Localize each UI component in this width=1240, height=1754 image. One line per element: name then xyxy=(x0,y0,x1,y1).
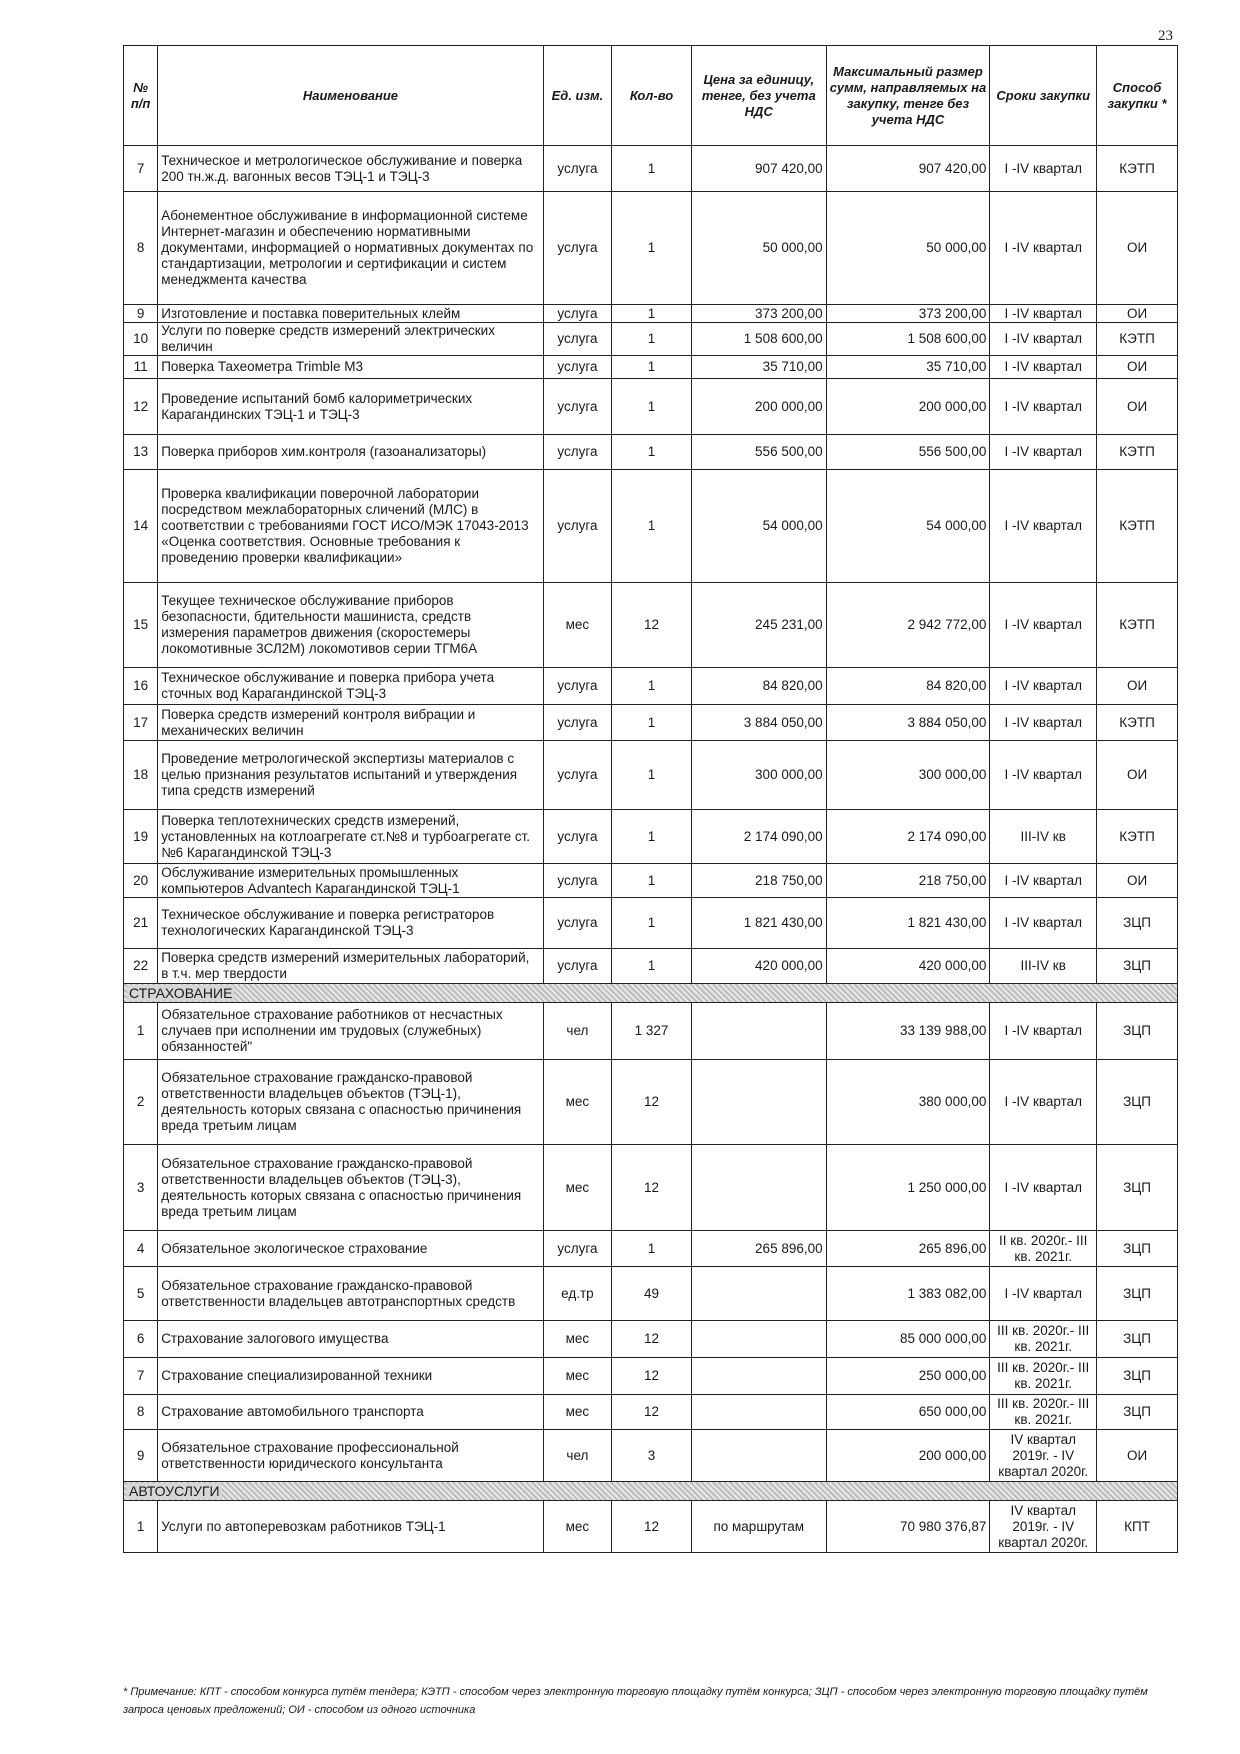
row-method: ОИ xyxy=(1097,379,1178,435)
row-period: I -IV квартал xyxy=(990,146,1097,192)
row-price xyxy=(691,1003,826,1060)
row-period: I -IV квартал xyxy=(990,1267,1097,1321)
row-name: Обязательное страхование профессиональной ответственности юридического консультанта xyxy=(158,1430,544,1482)
section-row-insurance xyxy=(124,984,1178,1003)
row-price xyxy=(691,1321,826,1358)
row-max-sum: 218 750,00 xyxy=(826,864,990,898)
row-name: Текущее техническое обслуживание приборов безопасности, бдительности машиниста, средств измерения параметров движения (скоростемеры локомотивные 3СЛ2М) локомотивов серии ТГМ6А xyxy=(158,583,544,668)
row-qty: 12 xyxy=(612,1060,692,1145)
row-method: ЗЦП xyxy=(1097,1231,1178,1267)
row-method: ЗЦП xyxy=(1097,1145,1178,1231)
row-price xyxy=(691,1395,826,1430)
row-name: Техническое и метрологическое обслуживание и поверка 200 тн.ж.д. вагонных весов ТЭЦ-1 и ТЭЦ-3 xyxy=(158,146,544,192)
row-number: 3 xyxy=(124,1145,158,1231)
table-row xyxy=(124,705,1178,741)
row-period: IV квартал 2019г. - IV квартал 2020г. xyxy=(990,1501,1097,1553)
row-method: ОИ xyxy=(1097,1430,1178,1482)
row-number: 1 xyxy=(124,1003,158,1060)
row-period: I -IV квартал xyxy=(990,356,1097,379)
table-row xyxy=(124,1501,1178,1553)
row-price xyxy=(691,1430,826,1482)
row-method: ЗЦП xyxy=(1097,1395,1178,1430)
row-period: I -IV квартал xyxy=(990,705,1097,741)
row-name: Техническое обслуживание и поверка регистраторов технологических Карагандинской ТЭЦ-3 xyxy=(158,898,544,949)
table-header-row xyxy=(124,46,1178,146)
row-name: Страхование залогового имущества xyxy=(158,1321,544,1358)
row-name: Поверка средств измерений измерительных лабораторий, в т.ч. мер твердости xyxy=(158,949,544,984)
row-price: 50 000,00 xyxy=(691,192,826,305)
table-row xyxy=(124,741,1178,810)
row-name: Поверка средств измерений контроля вибрации и механических величин xyxy=(158,705,544,741)
row-name: Поверка теплотехнических средств измерений, установленных на котлоагрегате ст.№8 и турбоагрегате ст.№6 Карагандинской ТЭЦ-3 xyxy=(158,810,544,864)
row-name: Услуги по поверке средств измерений электрических величин xyxy=(158,323,544,356)
row-unit: услуга xyxy=(543,898,611,949)
row-method: КЭТП xyxy=(1097,705,1178,741)
row-method: КЭТП xyxy=(1097,470,1178,583)
row-unit: услуга xyxy=(543,305,611,323)
table-row xyxy=(124,668,1178,705)
row-max-sum: 373 200,00 xyxy=(826,305,990,323)
row-price: 200 000,00 xyxy=(691,379,826,435)
row-number: 20 xyxy=(124,864,158,898)
row-qty: 1 xyxy=(612,323,692,356)
row-qty: 1 xyxy=(612,470,692,583)
row-unit: услуга xyxy=(543,379,611,435)
row-period: I -IV квартал xyxy=(990,1003,1097,1060)
row-max-sum: 907 420,00 xyxy=(826,146,990,192)
row-method: ОИ xyxy=(1097,668,1178,705)
row-number: 4 xyxy=(124,1231,158,1267)
row-unit: мес xyxy=(543,1321,611,1358)
row-max-sum: 35 710,00 xyxy=(826,356,990,379)
row-max-sum: 2 174 090,00 xyxy=(826,810,990,864)
row-unit: услуга xyxy=(543,356,611,379)
table-row xyxy=(124,192,1178,305)
row-qty: 1 xyxy=(612,146,692,192)
table-row xyxy=(124,470,1178,583)
section-title-auto: АВТОУСЛУГИ xyxy=(129,1483,220,1499)
row-price: 373 200,00 xyxy=(691,305,826,323)
table-row xyxy=(124,1358,1178,1395)
row-name: Услуги по автоперевозкам работников ТЭЦ-1 xyxy=(158,1501,544,1553)
row-name: Обязательное экологическое страхование xyxy=(158,1231,544,1267)
row-price xyxy=(691,1358,826,1395)
row-number: 18 xyxy=(124,741,158,810)
row-qty: 12 xyxy=(612,1145,692,1231)
header-price: Цена за единицу, тенге, без учета НДС xyxy=(691,46,826,146)
row-name: Проведение метрологической экспертизы материалов с целью признания результатов испытаний и утверждения типа средств измерений xyxy=(158,741,544,810)
row-unit: услуга xyxy=(543,810,611,864)
header-method: Способ закупки * xyxy=(1097,46,1178,146)
row-period: IV квартал 2019г. - IV квартал 2020г. xyxy=(990,1430,1097,1482)
row-max-sum: 200 000,00 xyxy=(826,1430,990,1482)
row-number: 7 xyxy=(124,1358,158,1395)
row-qty: 1 xyxy=(612,898,692,949)
row-unit: мес xyxy=(543,1395,611,1430)
row-name: Изготовление и поставка поверительных клейм xyxy=(158,305,544,323)
header-max-sum: Максимальный размер сумм, направляемых на закупку, тенге без учета НДС xyxy=(826,46,990,146)
row-max-sum: 84 820,00 xyxy=(826,668,990,705)
row-name: Обслуживание измерительных промышленных компьютеров Advantech Карагандинской ТЭЦ-1 xyxy=(158,864,544,898)
row-period: I -IV квартал xyxy=(990,470,1097,583)
row-name: Поверка Тахеометра Trimble M3 xyxy=(158,356,544,379)
row-method: ЗЦП xyxy=(1097,1321,1178,1358)
table-row xyxy=(124,1395,1178,1430)
row-method: КЭТП xyxy=(1097,146,1178,192)
row-number: 5 xyxy=(124,1267,158,1321)
row-unit: чел xyxy=(543,1003,611,1060)
row-price: 1 508 600,00 xyxy=(691,323,826,356)
row-max-sum: 1 821 430,00 xyxy=(826,898,990,949)
row-name: Техническое обслуживание и поверка прибора учета сточных вод Карагандинской ТЭЦ-3 xyxy=(158,668,544,705)
row-price: 54 000,00 xyxy=(691,470,826,583)
table-row xyxy=(124,1267,1178,1321)
row-number: 1 xyxy=(124,1501,158,1553)
row-period: III-IV кв xyxy=(990,949,1097,984)
header-period: Сроки закупки xyxy=(990,46,1097,146)
row-qty: 1 xyxy=(612,1231,692,1267)
row-period: I -IV квартал xyxy=(990,668,1097,705)
row-price: по маршрутам xyxy=(691,1501,826,1553)
table-row xyxy=(124,323,1178,356)
table-row xyxy=(124,1060,1178,1145)
row-period: I -IV квартал xyxy=(990,435,1097,470)
auto-rows xyxy=(124,1501,1178,1553)
row-period: I -IV квартал xyxy=(990,741,1097,810)
row-method: ЗЦП xyxy=(1097,1003,1178,1060)
row-max-sum: 650 000,00 xyxy=(826,1395,990,1430)
row-name: Поверка приборов хим.контроля (газоанализаторы) xyxy=(158,435,544,470)
row-max-sum: 33 139 988,00 xyxy=(826,1003,990,1060)
row-number: 8 xyxy=(124,192,158,305)
row-max-sum: 200 000,00 xyxy=(826,379,990,435)
row-name: Обязательное страхование гражданско-правовой ответственности владельцев объектов (ТЭЦ-1), деятельность которых связана с опасностью причинения вреда третьим лицам xyxy=(158,1060,544,1145)
table-row xyxy=(124,1003,1178,1060)
row-qty: 12 xyxy=(612,1321,692,1358)
row-qty: 3 xyxy=(612,1430,692,1482)
section-row-auto xyxy=(124,1482,1178,1501)
row-price: 300 000,00 xyxy=(691,741,826,810)
row-method: ЗЦП xyxy=(1097,949,1178,984)
row-method: ОИ xyxy=(1097,305,1178,323)
row-number: 17 xyxy=(124,705,158,741)
row-max-sum: 54 000,00 xyxy=(826,470,990,583)
row-number: 9 xyxy=(124,305,158,323)
table-row xyxy=(124,898,1178,949)
row-name: Страхование специализированной техники xyxy=(158,1358,544,1395)
row-unit: услуга xyxy=(543,864,611,898)
footnote: * Примечание: КПТ - способом конкурса путём тендера; КЭТП - способом через электронную торговую площадку путём конкурса; ЗЦП - способом через электронную торговую площадку путём запроса ценовых предложений; ОИ - способом из одного источника xyxy=(123,1686,1148,1716)
row-unit: услуга xyxy=(543,435,611,470)
table-row xyxy=(124,1321,1178,1358)
row-qty: 1 xyxy=(612,379,692,435)
row-price: 35 710,00 xyxy=(691,356,826,379)
row-unit: услуга xyxy=(543,192,611,305)
row-method: КЭТП xyxy=(1097,435,1178,470)
row-number: 11 xyxy=(124,356,158,379)
row-period: I -IV квартал xyxy=(990,305,1097,323)
row-period: I -IV квартал xyxy=(990,864,1097,898)
row-unit: услуга xyxy=(543,668,611,705)
row-price: 218 750,00 xyxy=(691,864,826,898)
row-name: Обязательное страхование гражданско-правовой ответственности владельцев объектов (ТЭЦ-3), деятельность которых связана с опасностью причинения вреда третьим лицам xyxy=(158,1145,544,1231)
insurance-section xyxy=(124,984,1178,1003)
row-number: 22 xyxy=(124,949,158,984)
row-unit: услуга xyxy=(543,146,611,192)
row-qty: 1 xyxy=(612,356,692,379)
row-max-sum: 380 000,00 xyxy=(826,1060,990,1145)
row-unit: мес xyxy=(543,1060,611,1145)
page-number: 23 xyxy=(1158,28,1173,44)
row-max-sum: 556 500,00 xyxy=(826,435,990,470)
row-price: 3 884 050,00 xyxy=(691,705,826,741)
row-qty: 1 xyxy=(612,192,692,305)
row-max-sum: 420 000,00 xyxy=(826,949,990,984)
row-max-sum: 250 000,00 xyxy=(826,1358,990,1395)
table-row xyxy=(124,1430,1178,1482)
table-row xyxy=(124,146,1178,192)
row-unit: услуга xyxy=(543,1231,611,1267)
row-qty: 1 xyxy=(612,305,692,323)
insurance-rows xyxy=(124,1003,1178,1482)
header-qty: Кол-во xyxy=(612,46,692,146)
row-name: Абонементное обслуживание в информационной системе Интернет-магазин и обеспечению нормативными документами, информацией о нормативных документах по стандартизации, метрологии и сертификации и систем менеджмента качества xyxy=(158,192,544,305)
row-unit: мес xyxy=(543,1358,611,1395)
row-method: ЗЦП xyxy=(1097,1060,1178,1145)
table-row xyxy=(124,583,1178,668)
row-period: I -IV квартал xyxy=(990,323,1097,356)
row-qty: 1 327 xyxy=(612,1003,692,1060)
table-row xyxy=(124,949,1178,984)
row-period: III кв. 2020г.- III кв. 2021г. xyxy=(990,1321,1097,1358)
row-qty: 49 xyxy=(612,1267,692,1321)
row-max-sum: 1 250 000,00 xyxy=(826,1145,990,1231)
row-period: I -IV квартал xyxy=(990,1145,1097,1231)
row-method: ЗЦП xyxy=(1097,898,1178,949)
row-max-sum: 265 896,00 xyxy=(826,1231,990,1267)
row-max-sum: 70 980 376,87 xyxy=(826,1501,990,1553)
row-number: 8 xyxy=(124,1395,158,1430)
row-max-sum: 2 942 772,00 xyxy=(826,583,990,668)
row-method: ОИ xyxy=(1097,192,1178,305)
row-number: 9 xyxy=(124,1430,158,1482)
row-price: 265 896,00 xyxy=(691,1231,826,1267)
row-unit: мес xyxy=(543,583,611,668)
header-unit: Ед. изм. xyxy=(543,46,611,146)
row-price: 2 174 090,00 xyxy=(691,810,826,864)
row-method: ОИ xyxy=(1097,356,1178,379)
row-max-sum: 3 884 050,00 xyxy=(826,705,990,741)
row-method: ЗЦП xyxy=(1097,1267,1178,1321)
row-number: 21 xyxy=(124,898,158,949)
row-price: 245 231,00 xyxy=(691,583,826,668)
row-price: 907 420,00 xyxy=(691,146,826,192)
row-number: 15 xyxy=(124,583,158,668)
row-unit: услуга xyxy=(543,741,611,810)
row-method: КЭТП xyxy=(1097,583,1178,668)
table-row xyxy=(124,1231,1178,1267)
row-qty: 1 xyxy=(612,864,692,898)
metrology-rows xyxy=(124,146,1178,984)
procurement-table xyxy=(123,45,1178,1553)
row-unit: мес xyxy=(543,1145,611,1231)
auto-section xyxy=(124,1482,1178,1501)
row-number: 10 xyxy=(124,323,158,356)
header-name: Наименование xyxy=(158,46,544,146)
row-period: III кв. 2020г.- III кв. 2021г. xyxy=(990,1395,1097,1430)
row-max-sum: 1 508 600,00 xyxy=(826,323,990,356)
row-qty: 1 xyxy=(612,810,692,864)
row-unit: мес xyxy=(543,1501,611,1553)
row-number: 13 xyxy=(124,435,158,470)
row-method: КЭТП xyxy=(1097,323,1178,356)
row-number: 16 xyxy=(124,668,158,705)
section-title-insurance: СТРАХОВАНИЕ xyxy=(129,985,233,1001)
row-qty: 1 xyxy=(612,949,692,984)
row-period: I -IV квартал xyxy=(990,1060,1097,1145)
row-name: Проведение испытаний бомб калориметрических Карагандинских ТЭЦ-1 и ТЭЦ-3 xyxy=(158,379,544,435)
row-qty: 1 xyxy=(612,435,692,470)
table-row xyxy=(124,305,1178,323)
row-unit: услуга xyxy=(543,949,611,984)
row-price: 420 000,00 xyxy=(691,949,826,984)
row-max-sum: 300 000,00 xyxy=(826,741,990,810)
row-max-sum: 1 383 082,00 xyxy=(826,1267,990,1321)
row-period: III-IV кв xyxy=(990,810,1097,864)
row-number: 12 xyxy=(124,379,158,435)
row-unit: услуга xyxy=(543,470,611,583)
row-method: КЭТП xyxy=(1097,810,1178,864)
row-max-sum: 85 000 000,00 xyxy=(826,1321,990,1358)
row-number: 6 xyxy=(124,1321,158,1358)
row-number: 7 xyxy=(124,146,158,192)
row-price: 556 500,00 xyxy=(691,435,826,470)
row-period: I -IV квартал xyxy=(990,898,1097,949)
row-unit: услуга xyxy=(543,705,611,741)
row-name: Обязательное страхование работников от несчастных случаев при исполнении им трудовых (служебных) обязанностей" xyxy=(158,1003,544,1060)
row-qty: 12 xyxy=(612,583,692,668)
table-row xyxy=(124,864,1178,898)
row-qty: 1 xyxy=(612,705,692,741)
row-qty: 12 xyxy=(612,1395,692,1430)
table-row xyxy=(124,356,1178,379)
table-row xyxy=(124,379,1178,435)
row-unit: чел xyxy=(543,1430,611,1482)
row-period: III кв. 2020г.- III кв. 2021г. xyxy=(990,1358,1097,1395)
table-row xyxy=(124,1145,1178,1231)
row-price xyxy=(691,1060,826,1145)
table-row xyxy=(124,435,1178,470)
row-method: ОИ xyxy=(1097,741,1178,810)
row-name: Страхование автомобильного транспорта xyxy=(158,1395,544,1430)
header-num: № п/п xyxy=(124,46,158,146)
row-qty: 1 xyxy=(612,741,692,810)
row-price xyxy=(691,1145,826,1231)
row-price: 1 821 430,00 xyxy=(691,898,826,949)
row-qty: 12 xyxy=(612,1501,692,1553)
row-method: ОИ xyxy=(1097,864,1178,898)
row-period: I -IV квартал xyxy=(990,583,1097,668)
row-price: 84 820,00 xyxy=(691,668,826,705)
row-qty: 12 xyxy=(612,1358,692,1395)
row-number: 14 xyxy=(124,470,158,583)
row-number: 2 xyxy=(124,1060,158,1145)
row-number: 19 xyxy=(124,810,158,864)
row-unit: ед.тр xyxy=(543,1267,611,1321)
row-qty: 1 xyxy=(612,668,692,705)
row-unit: услуга xyxy=(543,323,611,356)
row-period: I -IV квартал xyxy=(990,379,1097,435)
row-max-sum: 50 000,00 xyxy=(826,192,990,305)
row-method: КПТ xyxy=(1097,1501,1178,1553)
row-name: Обязательное страхование гражданско-правовой ответственности владельцев автотранспортных средств xyxy=(158,1267,544,1321)
row-period: I -IV квартал xyxy=(990,192,1097,305)
table-row xyxy=(124,810,1178,864)
row-price xyxy=(691,1267,826,1321)
row-period: II кв. 2020г.- III кв. 2021г. xyxy=(990,1231,1097,1267)
row-method: ЗЦП xyxy=(1097,1358,1178,1395)
row-name: Проверка квалификации поверочной лаборатории посредством межлабораторных сличений (МЛС) в соответствии с требованиями ГОСТ ИСО/МЭК 17043-2013 «Оценка соответствия. Основные требования к проведению проверки квалификации» xyxy=(158,470,544,583)
